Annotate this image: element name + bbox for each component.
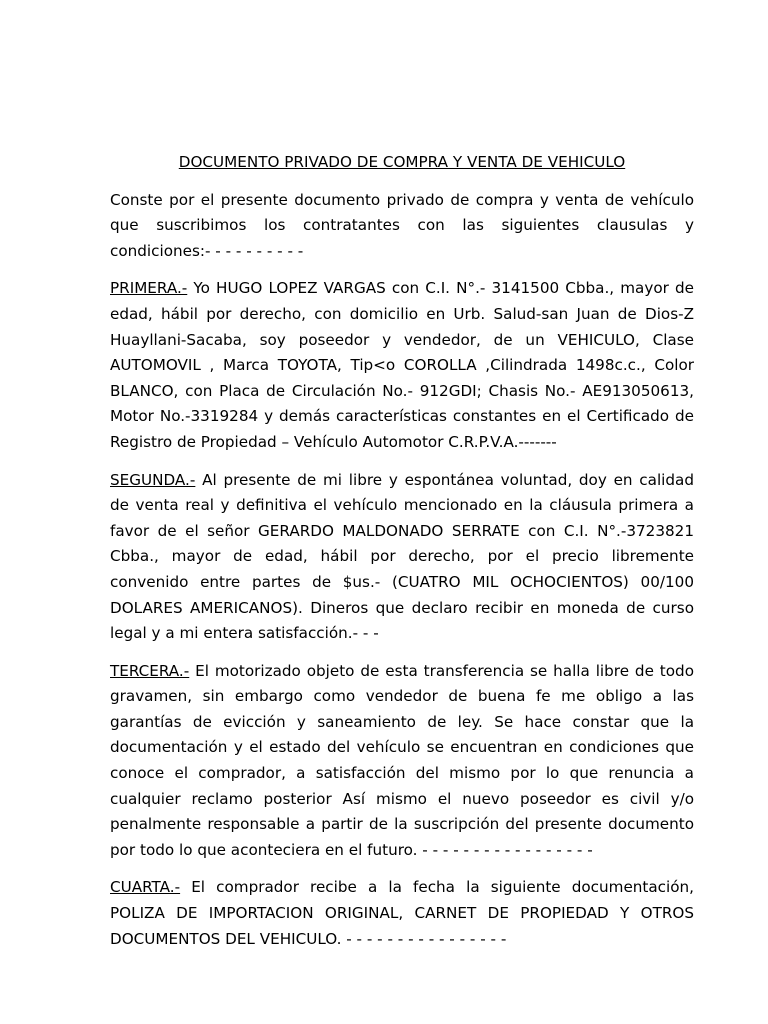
clause-label: CUARTA.- xyxy=(110,878,181,897)
clause-segunda xyxy=(110,468,694,647)
clause-label: TERCERA.- xyxy=(110,661,190,680)
clause-label: PRIMERA.- xyxy=(110,279,188,298)
document-page xyxy=(110,150,694,964)
clause-text: Yo HUGO LOPEZ VARGAS con C.I. N°.- 3141500 Cbba., mayor de edad, hábil por derecho, con domicilio en Urb. Salud-san Juan de Dios-Z Huayllani-Sacaba, soy poseedor y vendedor, de un VEHICULO, Clase AUTOMOVIL , Marca TOYOTA, Tip<o COROLLA ,Cilindrada 1498c.c., Color BLANCO, con Placa de Circulación No.- 912GDI; Chasis No.- AE913050613, Motor No.-3319284 y demás características constantes en el Certificado de Registro de Propiedad – Vehículo Automotor C.R.P.V.A.------- xyxy=(110,279,694,451)
clause-tercera xyxy=(110,659,694,864)
clause-label: SEGUNDA.- xyxy=(110,470,196,489)
clause-text: Al presente de mi libre y espontánea voluntad, doy en calidad de venta real y definitiva el vehículo mencionado en la cláusula primera a favor de el señor GERARDO MALDONADO SERRATE con C.I. N°.-3723821 Cbba., mayor de edad, hábil por derecho, por el precio libremente convenido entre partes de $us.- (CUATRO MIL OCHOCIENTOS) 00/100 DOLARES AMERICANOS). Dineros que declaro recibir en moneda de curso legal y a mi entera satisfacción.- - - xyxy=(110,470,694,643)
clause-primera xyxy=(110,276,694,455)
clause-text: El comprador recibe a la fecha la siguiente documentación, POLIZA DE IMPORTACION ORIGINAL, CARNET DE PROPIEDAD Y OTROS DOCUMENTOS DEL VEHICULO. - - - - - - - - - - - - - - - - xyxy=(110,878,694,948)
clause-cuarta xyxy=(110,875,694,952)
intro-paragraph: Conste por el presente documento privado de compra y venta de vehículo que suscribimos los contratantes con las siguientes clausulas y condiciones:- - - - - - - - - - xyxy=(110,190,694,260)
clause-text: El motorizado objeto de esta transferencia se halla libre de todo gravamen, sin embargo como vendedor de buena fe me obligo a las garantías de evicción y saneamiento de ley. Se hace constar que la documentación y el estado del vehículo se encuentran en condiciones que conoce el comprador, a satisfacción del mismo por lo que renuncia a cualquier reclamo posterior Así mismo el nuevo poseedor es civil y/o penalmente responsable a partir de la suscripción del presente documento por todo lo que aconteciera en el futuro. - - - - - - - - - - - - - - - - - xyxy=(110,661,694,859)
document-title: DOCUMENTO PRIVADO DE COMPRA Y VENTA DE VEHICULO xyxy=(178,153,626,171)
